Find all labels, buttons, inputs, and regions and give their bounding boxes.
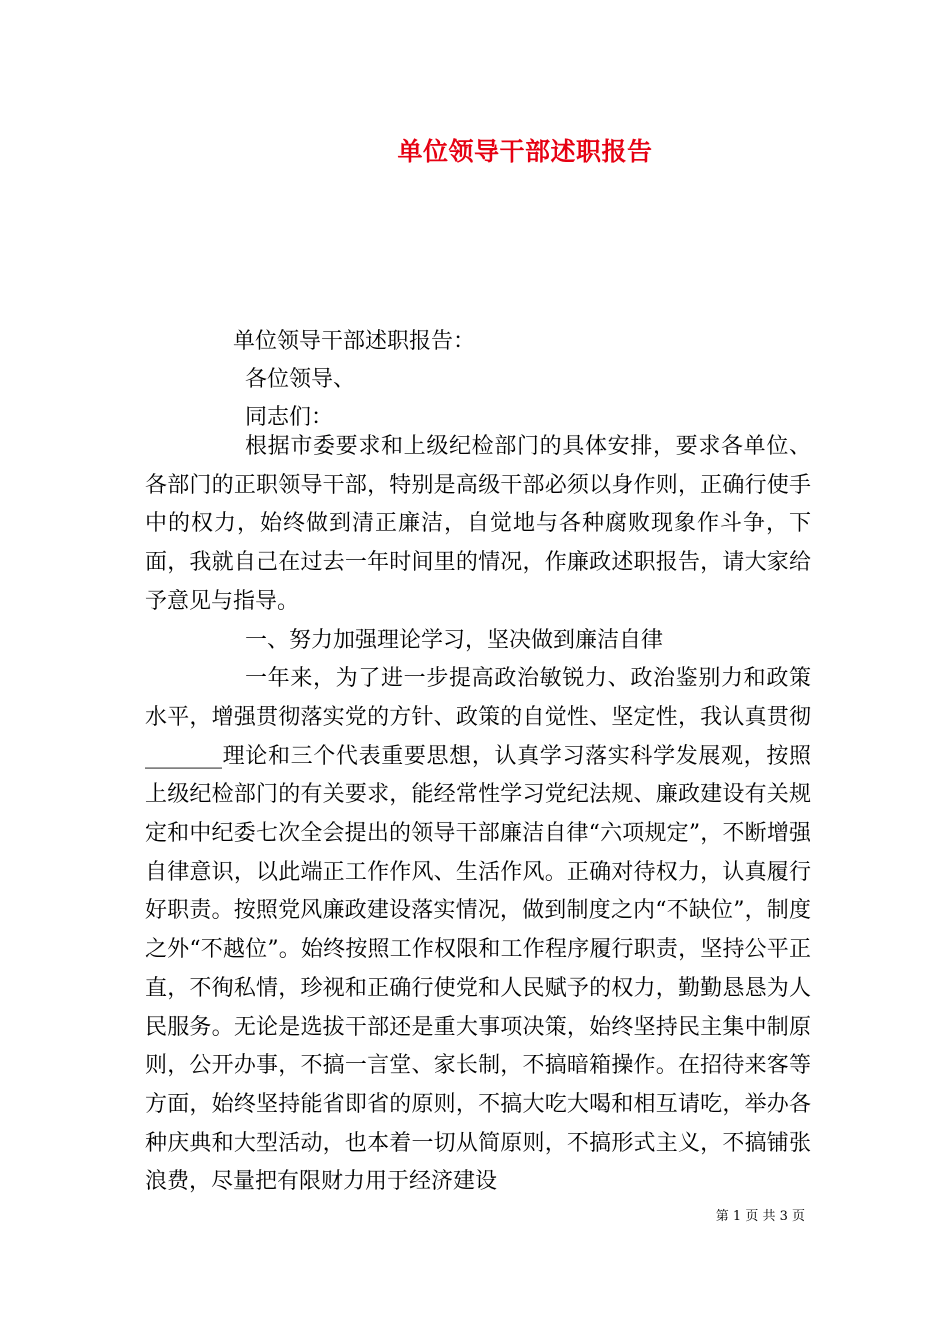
page-number-footer: 第 1 页 共 3 页	[715, 1209, 805, 1224]
greeting-comrades: 同志们：	[245, 405, 334, 430]
section-heading-1: 一、努力加强理论学习，坚决做到廉洁自律	[245, 627, 664, 653]
paragraph-section-1: 一年来，为了进一步提高政治敏锐力、政治鉴别力和政策水平，增强贯彻落实党的方针、政策的自觉性、坚定性，我认真贯彻_______理论和三个代表重要思想，认真学习落实科学发展观，按照上级纪检部门的有关要求，能经常性学习党纪法规、廉政建设有关规定和中纪委七次全会提出的领导干部廉洁自律“六项规定”，不断增强自律意识，以此端正工作作风、生活作风。正确对待权力，认真履行好职责。按照党风廉政建设落实情况，做到制度之内“不缺位”，制度之外“不越位”。始终按照工作权限和工作程序履行职责，坚持公平正直，不徇私情，珍视和正确行使党和人民赋予的权力，勤勤恳恳为人民服务。无论是选拔干部还是重大事项决策，始终坚持民主集中制原则，公开办事，不搞一言堂、家长制，不搞暗箱操作。在招待来客等方面，始终坚持能省即省的原则，不搞大吃大喝和相互请吃，举办各种庆典和大型活动，也本着一切从简原则，不搞形式主义，不搞铺张浪费，尽量把有限财力用于经济建设	[145, 666, 811, 1195]
greeting-leaders: 各位领导、	[245, 367, 356, 392]
document-title: 单位领导干部述职报告	[397, 137, 653, 166]
document-body	[145, 428, 811, 1202]
paragraph-intro: 根据市委要求和上级纪检部门的具体安排，要求各单位、各部门的正职领导干部，特别是高级干部必须以身作则，正确行使手中的权力，始终做到清正廉洁，自觉地与各种腐败现象作斗争，下面，我就自己在过去一年时间里的情况，作廉政述职报告，请大家给予意见与指导。	[145, 434, 811, 614]
report-heading-line: 单位领导干部述职报告：	[233, 329, 476, 354]
